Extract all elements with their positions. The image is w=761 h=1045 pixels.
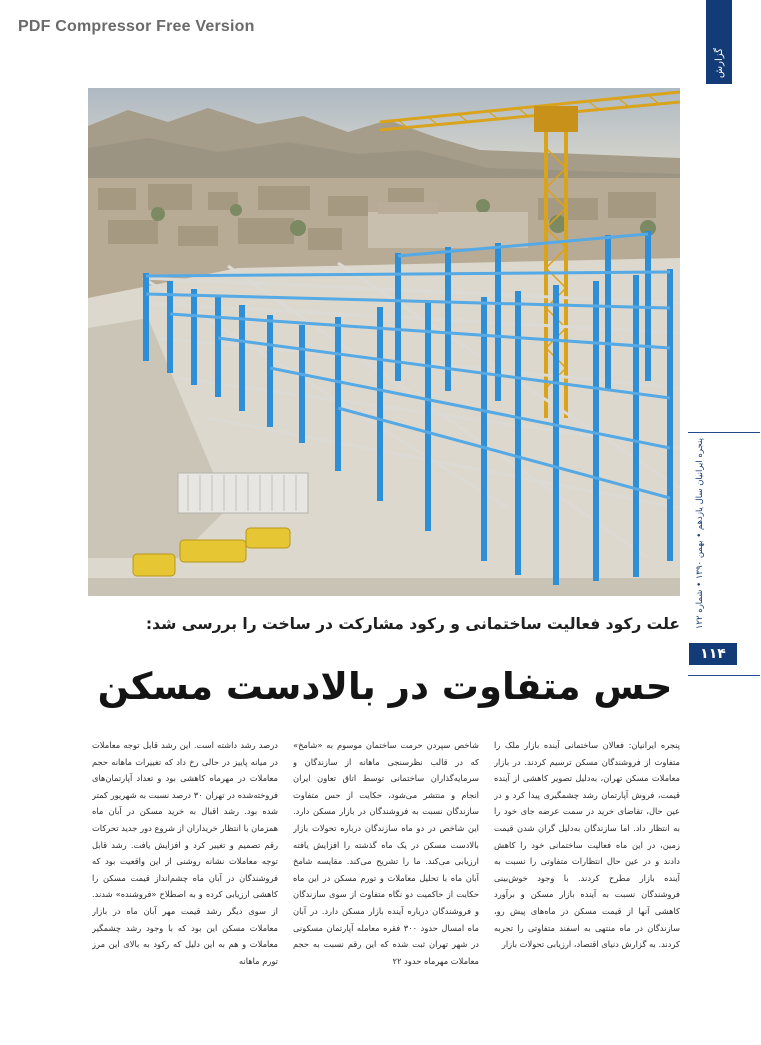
side-rule-top — [688, 432, 760, 433]
article-subtitle: علت رکود فعالیت ساختمانی و رکود مشارکت در ساخت را بررسی شد: — [145, 615, 680, 633]
article-body — [92, 737, 680, 1033]
page-number: ۱۱۴ — [689, 643, 737, 665]
photo-illustration — [88, 88, 680, 596]
running-head — [690, 438, 710, 638]
section-tab-label: گزارش — [713, 47, 725, 78]
article-headline: حس متفاوت در بالادست مسکن — [97, 665, 673, 708]
side-rule-bottom — [688, 675, 760, 676]
article-column-2: شاخص سپردن حرمت ساختمان موسوم به «شامخ» که در قالب نظرسنجی ماهانه از سازندگان و سرمایه‌گذاران ساختمانی توسط اتاق تعاون ایران انجام و منتشر می‌شود، حکایت از حس متفاوت سازندگان نسبت به فروشندگان در بازار مسکن دارد. این شاخص در دو ماه سازندگان درباره تحولات بازار بالادست مسکن در یک ماه گذشته را افزایش یافته ارزیابی می‌کند. ما را تشریح می‌کند. مقایسه شامخ آبان ماه با تحلیل معاملات و تورم مسکن در این ماه حکایت از حاکمیت دو نگاه متفاوت از سوی سازندگان و فروشندگان درباره آینده بازار مسکن دارد. در آبان ماه امسال حدود ۳۰۰ فقره معامله آپارتمان مسکونی در شهر تهران ثبت شده که این رقم نسبت به حجم معاملات مهرماه حدود ۲۲ — [293, 740, 479, 966]
article-column-1: پنجره ایرانیان: فعالان ساختمانی آینده بازار ملک را متفاوت از فروشندگان مسکن ترسیم کردند. در بازار معاملات مسکن تهران، به‌دلیل تصویر کاهشی از آینده قیمت، فروش آپارتمان رشد چشمگیری پیدا کرد و در عین حال، تقاضای خرید در سمت عرضه جای خود را به انتظار داد. اما سازندگان به‌دلیل گران شدن قیمت زمین، در این ماه فعالیت ساختمانی خود را کاهش دادند و در عین حال انتظارات متفاوتی را نسبت به آینده بازار مطرح کردند. با وجود خوش‌بینی فروشندگان نسبت به آینده بازار مسکن و برآورد کاهشی آنها از قیمت مسکن در ماه‌های پیش رو، سازندگان در ماه منتهی به اسفند متفاوتی را تجربه کردند. به گزارش دنیای اقتصاد، ارزیابی تحولات بازار — [494, 740, 680, 950]
watermark-text: PDF Compressor Free Version — [18, 18, 255, 35]
running-head-text: پنجره ایرانیان سال یازدهم • بهمن ۱۳۹۰ • شماره ۱۲۲ — [695, 438, 705, 630]
construction-site-photo — [88, 88, 680, 596]
section-tab — [706, 0, 732, 84]
article-column-3: درصد رشد داشته است. این رشد قابل توجه معاملات در میانه پاییز در حالی رخ داد که تغییرات ماهانه حجم معاملات در مهرماه کاهشی بود و تعداد آپارتمان‌های فروخته‌شده در تهران ۳۰ درصد نسبت به شهریور کمتر شده بود. رشد اقبال به خرید مسکن در آبان ماه همزمان با انتظار خریداران از شروع دور جدید تحرکات رقم تصمیم و تغییر کرد و افزایش یافت. رشد قابل توجه معاملات نشانه روشنی از این واقعیت بود که فروشندگان در آبان ماه چشم‌انداز قیمت مسکن را کاهشی ارزیابی کرده و به اصطلاح «فروشنده» شدند. از سوی دیگر رشد قیمت مهر آبان ماه در بازار معاملات مسکن این بود که با وجود رشد چشمگیر معاملات و هم به این دلیل که رکود به بالای این مرز تورم ماهانه — [92, 740, 278, 966]
